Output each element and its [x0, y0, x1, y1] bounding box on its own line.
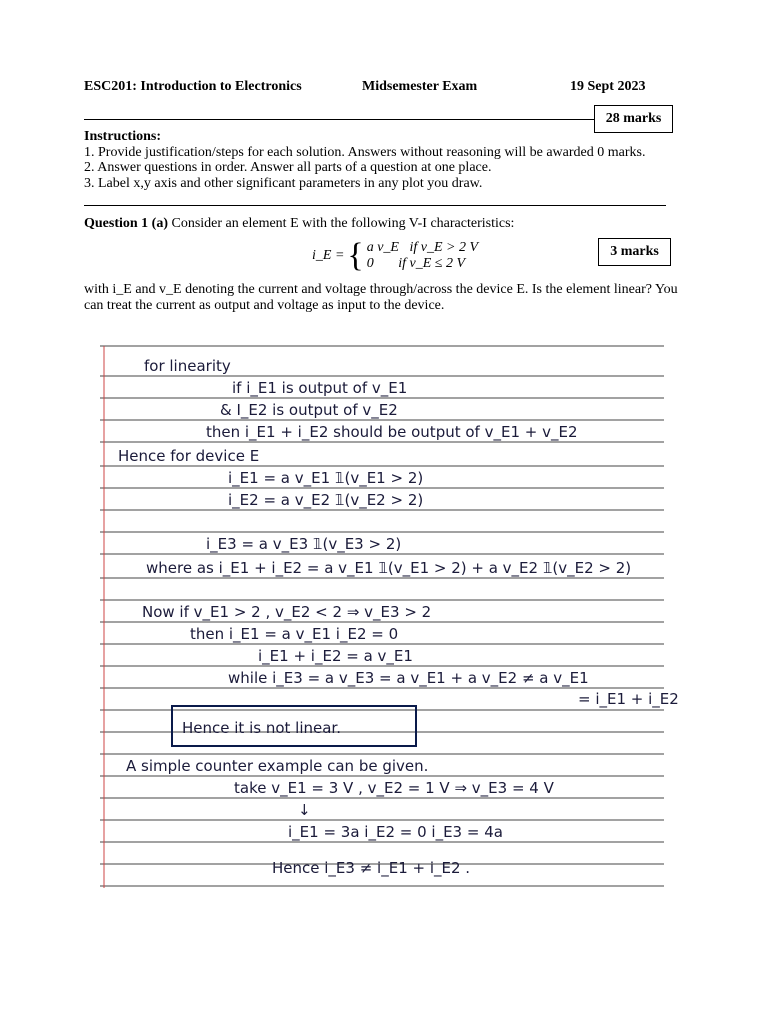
header-rule	[84, 119, 594, 120]
answer-line: then i_E1 + i_E2 should be output of v_E1 + v_E2	[206, 423, 578, 441]
instructions-rule	[84, 205, 666, 206]
exam-title: Midsemester Exam	[362, 79, 478, 94]
formula-case-1: a v_E if v_E > 2 V	[366, 240, 479, 255]
instruction-item: 2. Answer questions in order. Answer all parts of a question at one place.	[84, 160, 492, 175]
answer-line: take v_E1 = 3 V , v_E2 = 1 V ⇒ v_E3 = 4 V	[234, 779, 554, 797]
formula	[312, 237, 479, 274]
answer-line: A simple counter example can be given.	[126, 757, 429, 775]
question-marks-box	[598, 238, 671, 266]
formula-case-2: 0 if v_E ≤ 2 V	[366, 256, 465, 271]
question-paragraph: with i_E and v_E denoting the current and voltage through/across the device E. Is the element linear? You can treat the current as output and voltage as input to the device.	[84, 282, 678, 313]
handwritten-answer-sheet	[100, 342, 679, 888]
total-marks: 28 marks	[605, 111, 662, 126]
instructions-title: Instructions:	[84, 129, 162, 144]
answer-line: i_E2 = a v_E2 𝟙(v_E2 > 2)	[228, 491, 424, 509]
answer-line: & I_E2 is output of v_E2	[220, 401, 398, 419]
answer-line: where as i_E1 + i_E2 = a v_E1 𝟙(v_E1 > 2) + a v_E2 𝟙(v_E2 > 2)	[146, 559, 632, 577]
exam-date: 19 Sept 2023	[570, 79, 646, 94]
answer-line: then i_E1 = a v_E1 i_E2 = 0	[190, 625, 399, 643]
answer-line: Now if v_E1 > 2 , v_E2 < 2 ⇒ v_E3 > 2	[142, 603, 432, 621]
answer-line: for linearity	[144, 357, 231, 375]
arrow-down-icon: ↓	[298, 801, 311, 819]
conclusion-text: Hence it is not linear.	[182, 719, 341, 737]
instructions	[84, 129, 645, 191]
course-title: ESC201: Introduction to Electronics	[84, 79, 302, 94]
answer-line: i_E1 = a v_E1 𝟙(v_E1 > 2)	[228, 469, 424, 487]
instruction-item: 1. Provide justification/steps for each solution. Answers without reasoning will be awarded 0 marks.	[84, 144, 646, 160]
answer-line: i_E3 = a v_E3 𝟙(v_E3 > 2)	[206, 535, 402, 553]
answer-line: = i_E1 + i_E2	[578, 690, 679, 708]
answer-line: while i_E3 = a v_E3 = a v_E1 + a v_E2 ≠ a v_E1	[228, 669, 589, 687]
answer-line: i_E1 = 3a i_E2 = 0 i_E3 = 4a	[288, 823, 503, 841]
question-label: Question 1 (a)	[84, 216, 168, 231]
question-heading	[84, 216, 514, 232]
answer-line: i_E1 + i_E2 = a v_E1	[258, 647, 413, 665]
question-marks: 3 marks	[610, 244, 659, 259]
answer-line: if i_E1 is output of v_E1	[232, 379, 408, 397]
question-text: Consider an element E with the following V-I characteristics:	[168, 216, 515, 231]
instruction-item: 3. Label x,y axis and other significant parameters in any plot you draw.	[84, 175, 483, 191]
brace-icon: {	[347, 237, 364, 274]
formula-lhs: i_E =	[312, 248, 345, 263]
answer-line: Hence for device E	[118, 447, 260, 465]
answer-line: Hence i_E3 ≠ i_E1 + i_E2 .	[272, 859, 471, 877]
